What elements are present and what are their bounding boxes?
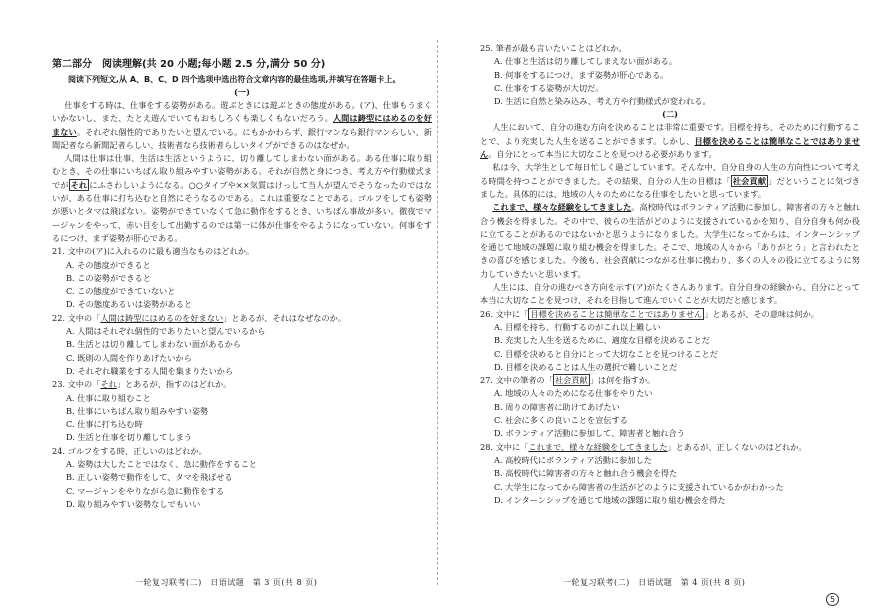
- passage-2-paragraph-1: 人生において、自分の進む方向を決めることは非常に重要です。目標を持ち、そのために行動することで、より充実した人生を送ることができます。しかし、目標を決めることは簡単なことではありません。自分にとって本当に大切なことを見つける必要があります。: [480, 122, 860, 160]
- q27-option-c: C. 社会に多くの良いことを宣伝する: [494, 415, 628, 426]
- q25-option-c: C. 仕事をする姿勢が大切だ。: [494, 82, 604, 93]
- q22-option-b: B. 生活とは切り離してしまわない面があるから: [66, 339, 241, 350]
- passage-1-paragraph-2: 人間は仕事は仕事、生活は生活というように、切り離してしまわない面がある。ある仕事に取り組むとき、その仕事にいちばん取り組みやすい姿勢がある。それが自然と身につき、考え方や行動様式までが それ にふさわしいようになる。○○タイプや××気質はけっして当人が望んでそうなったのではないが、ある仕事に打ち込むと自然にそうなるのである。これは重要なことである。ゴルフをしても姿勢が悪いとタマは飛ばない。姿勢ができていなくて急に動作をするとき、いちばん事故が多い。徹夜でマージャンをやって、赤い目をして出勤するのでは第一に体が仕事をやるようになっていない。何事をするにつけ、まず姿勢が肝心である。: [52, 153, 432, 243]
- q28-option-b: B. 高校時代に障害者の方々と触れ合う機会を得た: [494, 468, 678, 479]
- q26-option-d: D. 目標を決めることは人生の選択で難しいことだ: [494, 361, 678, 372]
- boxed-word-sore: それ: [70, 179, 88, 190]
- question-24: 24. ゴルフをする時、正しいのはどれか。: [52, 445, 207, 456]
- passage-1-heading: (一): [234, 87, 250, 97]
- q23-option-b: B. 仕事にいちばん取り組みやすい姿勢: [66, 405, 209, 416]
- q23-option-a: A. 仕事に取り組むこと: [66, 392, 151, 403]
- q21-option-d: D. その態度あるいは姿勢があると: [66, 299, 193, 310]
- q25-option-b: B. 何事をするにつけ、まず姿勢が肝心である。: [494, 69, 669, 80]
- q28-option-c: C. 大学生になってから障害者の生活がどのように支援されているかがわかった: [494, 481, 784, 492]
- boxed-word-shakai-kouken: 社会貢献: [732, 175, 767, 186]
- q27-option-b: B. 周りの障害者に助けてあげたい: [494, 401, 620, 412]
- q21-option-c: C. この態度ができていないと: [66, 286, 176, 297]
- underlined-phrase-3: これまで、様々な経験をしてきました: [492, 202, 632, 213]
- q24-option-c: C. マージャンをやりながら急に動作をする: [66, 485, 225, 496]
- section-title: 第二部分 阅读理解(共 20 小题;每小题 2.5 分,满分 50 分): [52, 59, 326, 70]
- q24-option-b: B. 正しい姿勢で動作をして、タマを飛ばせる: [66, 472, 233, 483]
- underlined-phrase-2: 目標を決めることは簡単なことではありません: [480, 135, 860, 160]
- q26-option-b: B. 充実した人生を送るために、適度な目標を決めることだ: [494, 335, 710, 346]
- question-22: 22. 文中の「人間は鋳型にはめるのを好まない」とあるが、それはなぜなのか。: [52, 312, 347, 323]
- q24-option-a: A. 姿勢は大したことではなく、急に動作をすること: [66, 459, 258, 470]
- passage-2-paragraph-3: これまで、様々な経験をしてきました。高校時代はボランティア活動に参加し、障害者の方々と触れ合う機会を得ました。その中で、彼らの生活がどのように支援されているかを知り、自分自身も何か役に立てることがあるのではないかと思うようになりました。大学生になってからは、インターンシップを通じて地域の課題に取り組む機会を得ました。そこで、地域の人々から「ありがとう」と言われたときの喜びを感じました。今後も、社会貢献につながる仕事に携わり、多くの人々の役に立てるように努力していきたいと思います。: [480, 202, 860, 279]
- q22-option-d: D. それぞれ職業をする人間を集まりたいから: [66, 365, 234, 376]
- question-23: 23. 文中の「それ」とあるが、指すのはどれか。: [52, 379, 232, 390]
- q26-option-c: C. 目標を決めると自分にとって大切なことを見つけることだ: [494, 348, 718, 359]
- q28-option-a: A. 高校時代にボランティア活動に参加した: [494, 454, 652, 465]
- question-28: 28. 文中に「これまで、様々な経験をしてきました」とあるが、正しくないのはどれか。: [480, 441, 807, 452]
- q25-option-a: A. 仕事と生活は切り離してしまえない面がある。: [494, 56, 678, 67]
- q27-option-a: A. 地域の人々のためになる仕事をやりたい: [494, 388, 653, 399]
- q23-option-c: C. 仕事に打ち込む時: [66, 419, 143, 430]
- q28-option-d: D. インターンシップを通じて地域の課題に取り組む機会を得た: [494, 494, 726, 505]
- page-footer-right: 一轮复习联考(二) 日语试题 第 4 页(共 8 页): [563, 578, 746, 587]
- q22-option-c: C. 既則の人間を作りあげたいから: [66, 352, 192, 363]
- q23-option-d: D. 生活と仕事を切り離してしまう: [66, 432, 193, 443]
- q27-option-d: D. ボランティア活動に参加して、障害者と触れ合う: [494, 428, 685, 439]
- question-26: 26. 文中に「 目標を決めることは簡単なことではありません 」とあるが、その意味は何か。: [480, 308, 819, 319]
- passage-1-paragraph-1: 仕事をする時は、仕事をする姿勢がある。遊ぶときには遊ぶときの態度がある。(ア)、仕事もうまくいかないし、また、たとえ遊んでいてもおもしろくも楽しくもないだろう。人間は鋳型にはめるのを好まない。それぞれ個性的でありたいと望んでいる。にもかかわらず、銀行マンなら銀行マンらしい、新聞記者なら新聞記者らしい、技術者なら技術者らしいタイプができるのはなぜか。: [52, 100, 432, 150]
- question-25: 25. 筆者が最も言いたいことはどれか。: [480, 43, 627, 53]
- instructions: 阅读下列短文,从 A、B、C、D 四个选项中选出符合文章内容的最佳选项,并填写在答题卡上。: [68, 75, 401, 84]
- q22-option-a: A. 人間はそれぞれ個性的でありたいと望んでいるから: [66, 326, 266, 337]
- q21-option-b: B. この姿勢ができると: [66, 272, 151, 283]
- q21-option-a: A. その態度ができると: [66, 259, 151, 270]
- q24-option-d: D. 取り組みやすい姿勢なしでもいい: [66, 498, 201, 509]
- passage-2-paragraph-4: 人生には、自分の進むべき方向を示す(ア)がたくさんあります。自分自身の経験から、自分にとって本当に大切なことを見つけ、それを目指して進んでいくことが大切だと感じます。: [480, 282, 860, 306]
- passage-2-heading: (二): [662, 109, 678, 120]
- underlined-phrase-1: 人間は鋳型にはめるのを好まない: [52, 113, 432, 137]
- question-21: 21. 文中の(ア)に入れるのに最も適当なものはどれか。: [52, 246, 255, 257]
- passage-2-paragraph-2: 私は今、大学生として毎日忙しく過ごしています。そんな中、自分自身の人生の方向性について考える時間を持つことができました。その結果、自分の人生の目標は「 社会貢献 」だということに気づきました。具体的には、地域の人々のためになる仕事をしたいと思っています。: [480, 162, 860, 199]
- q26-option-a: A. 目標を持ち、行動するのがこれ以上難しい: [494, 321, 661, 332]
- page-footer-left: 一轮复习联考(二) 日语试题 第 3 页(共 8 页): [135, 578, 318, 587]
- left-page: [52, 0, 432, 511]
- right-page: [480, 0, 860, 507]
- question-27: 27. 文中の筆者の「 社会貢献 」は何を指すか。: [480, 375, 656, 386]
- q25-option-d: D. 生活に自然と染み込み、考え方や行動様式が変われる。: [494, 96, 711, 107]
- column-divider: [437, 40, 438, 585]
- page-number-badge: 5: [826, 593, 839, 606]
